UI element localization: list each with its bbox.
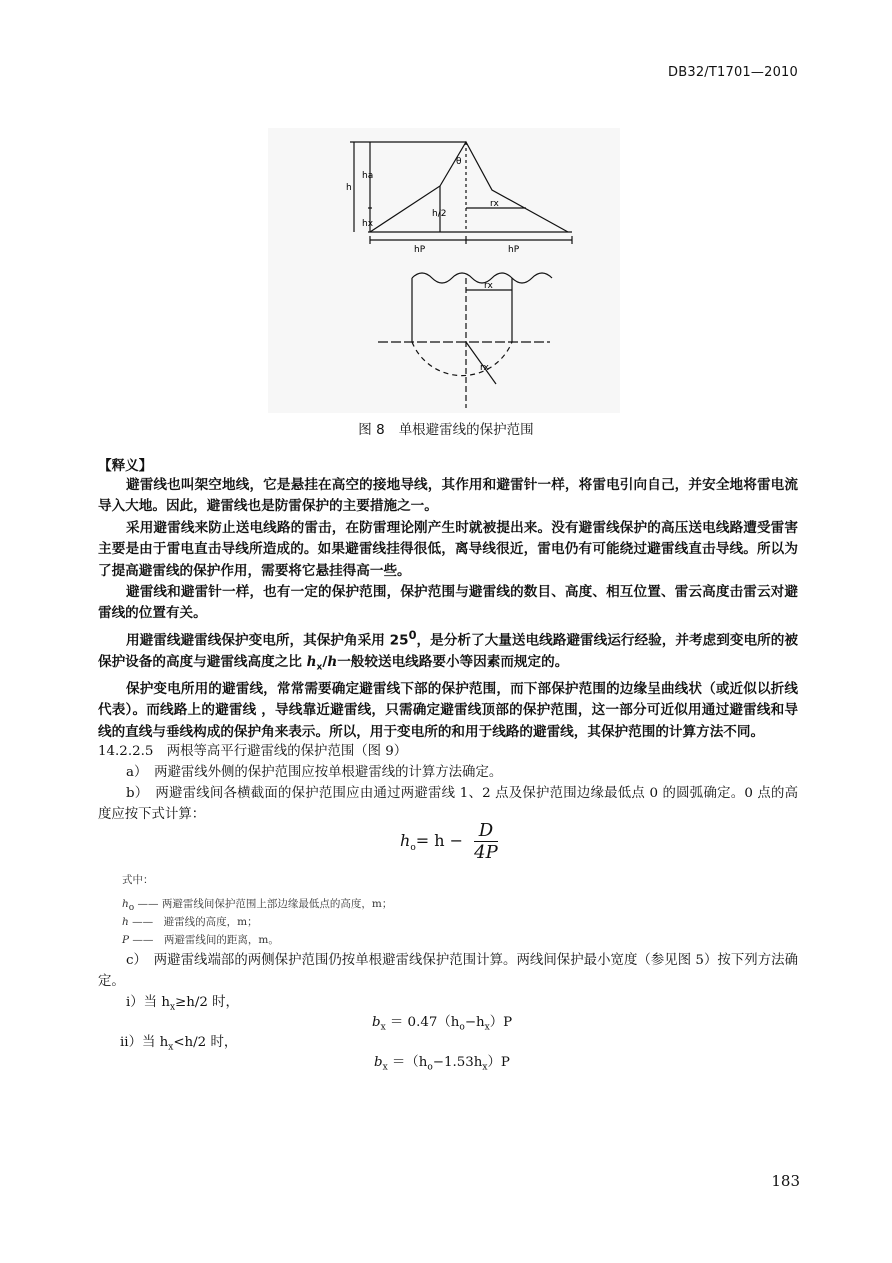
formula-case-i: $b_x = 0.47(h_o-h_x)P$ bbox=[372, 1015, 513, 1033]
page-number: 183 bbox=[771, 1172, 800, 1190]
explain-paragraph-angle: 用避雷线避雷线保护变电所，其保护角采用 $25^0$，是分析了大量送电线路避雷线运行经验，并考虑到变电所的被保护设备的高度与避雷线高度之比 $h_x/h$一般较送电线路要小等因素而规定的。 bbox=[98, 627, 798, 673]
rx-label: rx bbox=[490, 199, 499, 209]
rx-label-2: rx bbox=[484, 281, 493, 291]
case-ii: ii）当 $h_x<h/2$ 时， bbox=[120, 1035, 238, 1053]
figure-title: 单根避雷线的保护范围 bbox=[398, 422, 534, 438]
where-row: $h_o$ —— 两避雷线间保护范围上部边缘最低点的高度，m； bbox=[122, 898, 393, 914]
where-label: 式中： bbox=[122, 874, 154, 886]
explain-paragraph: 采用避雷线来防止送电线路的雷击，在防雷理论刚产生时就被提出来。没有避雷线保护的高压送电线路遭受雷害主要是由于雷电直击导线所造成的。如果避雷线挂得很低，离导线很近，雷电仍有可能绕过避雷线直击导线。所以为了提高避雷线的保护作用，需要将它悬挂得高一些。 bbox=[98, 519, 798, 579]
theta-label: θ bbox=[456, 157, 462, 167]
formula-ho: $h_o= h$ − $\frac{D}{4P}$ bbox=[400, 820, 498, 863]
where-row: h —— 避雷线的高度，m； bbox=[122, 916, 258, 928]
h-label: h bbox=[346, 183, 352, 193]
explanation-body bbox=[98, 475, 798, 743]
item-b: b） 两避雷线间各横截面的保护范围应由通过两避雷线 1、2 点及保护范围边缘最低点 0 的圆弧确定。0 点的高度应按下式计算： bbox=[98, 786, 798, 822]
formula-case-ii: $b_x =(h_o-1.53h_x)P$ bbox=[374, 1055, 510, 1073]
h-half-label: h/2 bbox=[432, 209, 447, 219]
item-a: a） 两避雷线外侧的保护范围应按单根避雷线的计算方法确定。 bbox=[126, 765, 503, 780]
explanation-heading: 【释义】 bbox=[98, 458, 153, 474]
where-row: P —— 两避雷线间的距离，m。 bbox=[122, 934, 279, 946]
figure-number: 图 8 bbox=[358, 422, 385, 438]
lightning-wire-protection-figure bbox=[268, 128, 620, 413]
case-i: i）当 $h_x\ge h/2$ 时， bbox=[126, 995, 239, 1013]
ha-label: ha bbox=[362, 171, 374, 181]
document-code: DB32/T1701—2010 bbox=[668, 65, 798, 80]
hx-label: hx bbox=[362, 219, 374, 229]
section-heading: 14.2.2.5 两根等高平行避雷线的保护范围（图 9） bbox=[98, 744, 408, 759]
item-c: c） 两避雷线端部的两侧保护范围仍按单根避雷线保护范围计算。两线间保护最小宽度（参见图 5）按下列方法确定。 bbox=[98, 953, 798, 989]
explain-paragraph: 避雷线和避雷针一样，也有一定的保护范围，保护范围与避雷线的数目、高度、相互位置、雷云高度击雷云对避雷线的位置有关。 bbox=[98, 584, 798, 622]
rx-label-3: rx bbox=[480, 363, 489, 373]
hp-left-label: hP bbox=[414, 245, 426, 255]
explain-paragraph: 避雷线也叫架空地线，它是悬挂在高空的接地导线，其作用和避雷针一样，将雷电引向自己，并安全地将雷电流导入大地。因此，避雷线也是防雷保护的主要措施之一。 bbox=[98, 477, 798, 515]
explain-paragraph: 保护变电所用的避雷线，常常需要确定避雷线下部的保护范围，而下部保护范围的边缘呈曲线状（或近似以折线代表）。而线路上的避雷线 ，导线靠近避雷线，只需确定避雷线顶部的保护范围，这一部分可近似用通过避雷线和导线的直线与垂线构成的保护角来表示。所以，用于变电所的和用于线路的避雷线，其保护范围的计算方法不同。 bbox=[98, 680, 798, 740]
figure-caption bbox=[0, 418, 892, 438]
hp-right-label: hP bbox=[508, 245, 520, 255]
